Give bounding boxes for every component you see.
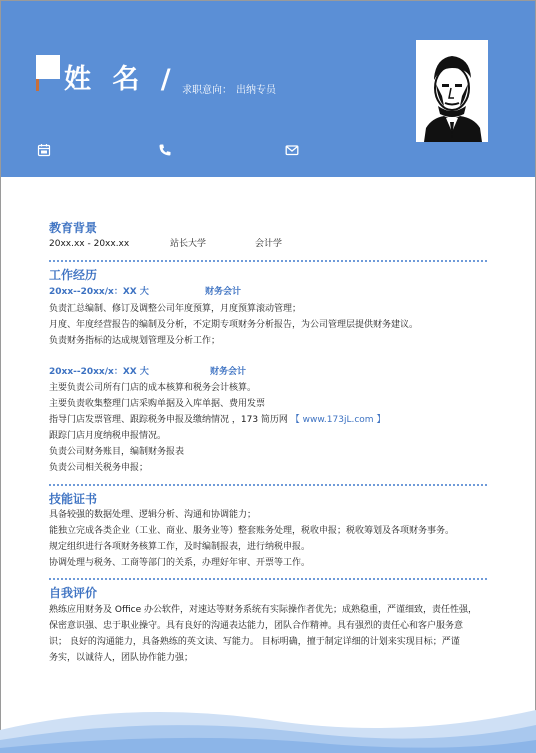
education-period: 20xx.xx - 20xx.xx [49,239,130,249]
education-title: 教育背景 [49,221,98,235]
job-intent-value: 出纳专员 [236,85,276,96]
evaluation-line: 保密意识强、忠于职业操守。具有良好的沟通表达能力，团队合作精神。具有强烈的责任心和客户服务意 [49,621,464,631]
job2-period: 20xx--20xx/x：XX 大 [49,367,149,377]
job2-line: 负责公司相关税务申报； [49,463,149,473]
job1-line: 负责财务指标的达成规划管理及分析工作； [49,336,221,346]
logo-square [36,55,60,79]
job1-position: 财务会计 [205,287,242,297]
job2-line-text: 指导门店发票管理、跟踪税务申报及缴纳情况 ，173 简历网 [49,415,288,425]
skills-title: 技能证书 [49,492,98,506]
job2-line: 负责公司财务账目，编制财务报表 [49,447,185,457]
job1-line: 月度、年度经营报告的编制及分析，不定期专项财务分析报告，为公司管理层提供财务建议。 [49,320,419,330]
skills-line: 能独立完成各类企业（工业、商业、服务业等）整套账务处理，税收申报；税收筹划及各项财务事务。 [49,526,455,536]
job2-line: 跟踪门店月度纳税申报情况。 [49,431,167,441]
phone-icon [158,143,172,157]
work-title: 工作经历 [49,268,98,282]
job2-line: 主要负责公司所有门店的成本核算和税务会计核算。 [49,383,257,393]
job1-line: 负责汇总编制、修订及调整公司年度预算，月度预算滚动管理； [49,304,302,314]
footer-wave [0,690,536,753]
section-divider [49,578,487,580]
bracket-close: 】 [376,415,386,425]
section-divider [49,260,487,262]
logo-mark [36,79,39,91]
bracket-open: 【 [290,415,300,425]
evaluation-title: 自我评价 [49,586,98,600]
profile-photo [416,40,488,142]
evaluation-line: 识； 良好的沟通能力，具备熟练的英文读、写能力。 目标明确，擅于制定详细的计划来实现目标；严谨 [49,637,460,647]
education-major: 会计学 [255,239,283,249]
evaluation-line: 务实，以诚待人，团队协作能力强； [49,653,194,663]
skills-line: 规定组织进行各项财务核算工作，及时编制报表，进行纳税申报。 [49,542,311,552]
site-link[interactable]: www.173jL.com [302,415,374,425]
job2-position: 财务会计 [210,367,247,377]
job2-line: 主要负责收集整理门店采购单据及入库单据、费用发票 [49,399,266,409]
skills-line: 协调处理与税务、工商等部门的关系，办理好年审、开票等工作。 [49,558,311,568]
evaluation-line: 熟练应用财务及 Office 办公软件，对速达等财务系统有实际操作者优先；成熟稳重，严谨细致，责任性强， [49,605,477,615]
skills-line: 具备较强的数据处理、逻辑分析、沟通和协调能力； [49,510,257,520]
job2-line-with-link [49,416,385,425]
education-school: 站长大学 [170,239,207,249]
candidate-name: 姓 名 / [64,64,177,95]
calendar-icon [37,143,51,157]
section-divider [49,484,487,486]
job1-period: 20xx--20xx/x：XX 大 [49,287,149,297]
mail-icon [285,143,299,157]
job-intent-label: 求职意向： [182,85,232,96]
